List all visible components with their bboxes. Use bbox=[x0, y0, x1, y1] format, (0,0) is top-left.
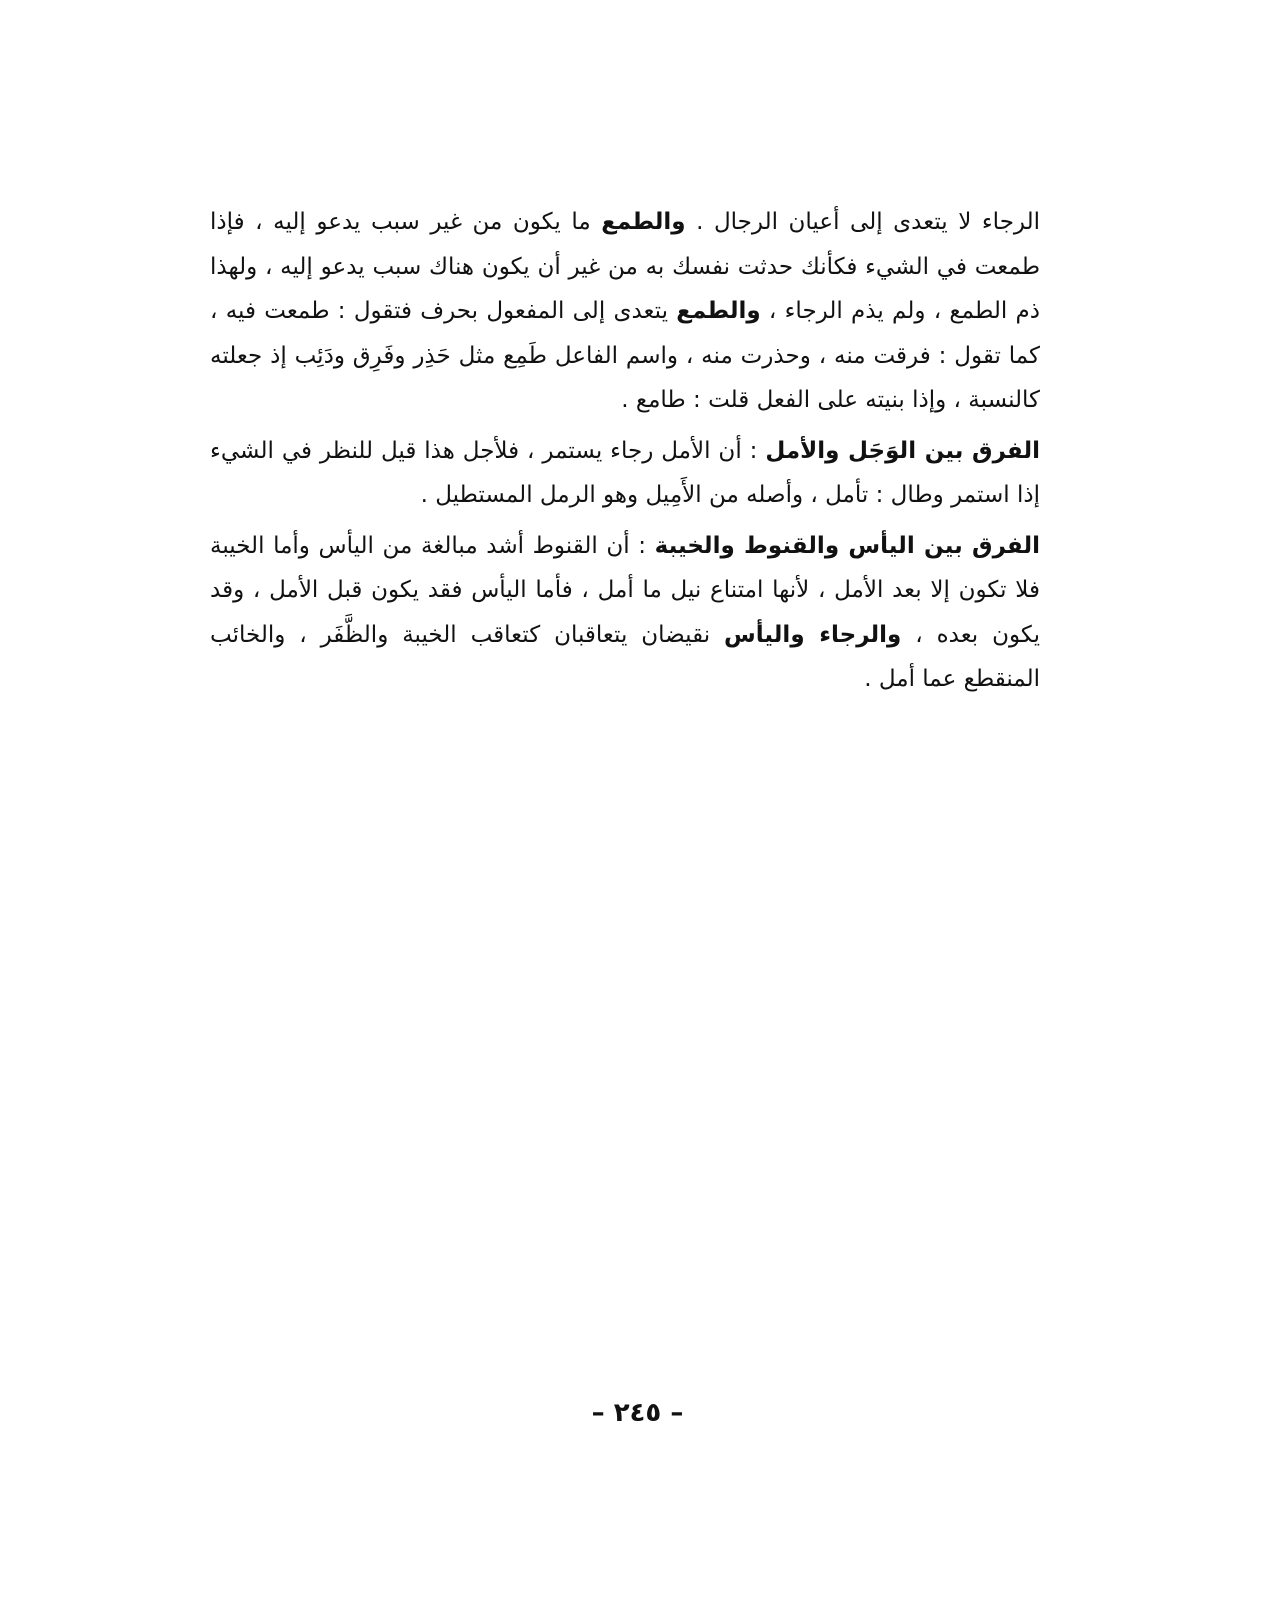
text-segment: يتعدى إلى المفعول بحرف فتقول : طمعت فيه ، كما تقول : فرقت منه ، وحذرت منه ، واسم الفاعل طَمِع مثل حَذِر وفَرِق ودَئِب إذ جعلته كالنسبة ، وإذا بنيته على الفعل قلت : طامع . bbox=[210, 298, 1040, 413]
text-segment: : أن الأمل رجاء يستمر ، فلأجل هذا قيل للنظر في الشيء إذا استمر وطال : تأمل ، وأصله من الأَمِيل وهو الرمل المستطيل . bbox=[210, 437, 1040, 508]
paragraph-yaas-qunut-khayba bbox=[210, 524, 1040, 702]
term-altama: والطمع bbox=[676, 298, 761, 324]
text-segment: نقيضان يتعاقبان كتعاقب الخيبة والظَّفَر ، والخائب المنقطع عما أمل . bbox=[210, 621, 1040, 692]
section-heading: الفرق بين الوَجَل والأمل bbox=[765, 437, 1040, 464]
term-alraja-walyaas: والرجاء واليأس bbox=[724, 621, 902, 648]
term-altama: والطمع bbox=[601, 209, 686, 235]
page-number: – ٢٤٥ – bbox=[591, 1398, 684, 1428]
text-segment: الرجاء لا يتعدى إلى أعيان الرجال . bbox=[685, 209, 1040, 235]
text-segment: ما يكون من غير سبب يدعو إليه ، فإذا طمعت في الشيء فكأنك حدثت نفسك به من غير أن يكون هناك سبب يدعو إليه ، ولهذا ذم الطمع ، ولم يذم الرجاء ، bbox=[210, 209, 1040, 324]
section-heading: الفرق بين اليأس والقنوط والخيبة bbox=[654, 532, 1040, 559]
paragraph-raja-tama bbox=[210, 200, 1040, 423]
paragraph-wajal-amal bbox=[210, 429, 1040, 518]
text-segment: : أن القنوط أشد مبالغة من اليأس وأما الخيبة فلا تكون إلا بعد الأمل ، لأنها امتناع نيل ما أمل ، فأما اليأس فقد يكون قبل الأمل ، وقد يكون بعده ، bbox=[210, 532, 1040, 648]
body-text bbox=[210, 200, 1040, 702]
